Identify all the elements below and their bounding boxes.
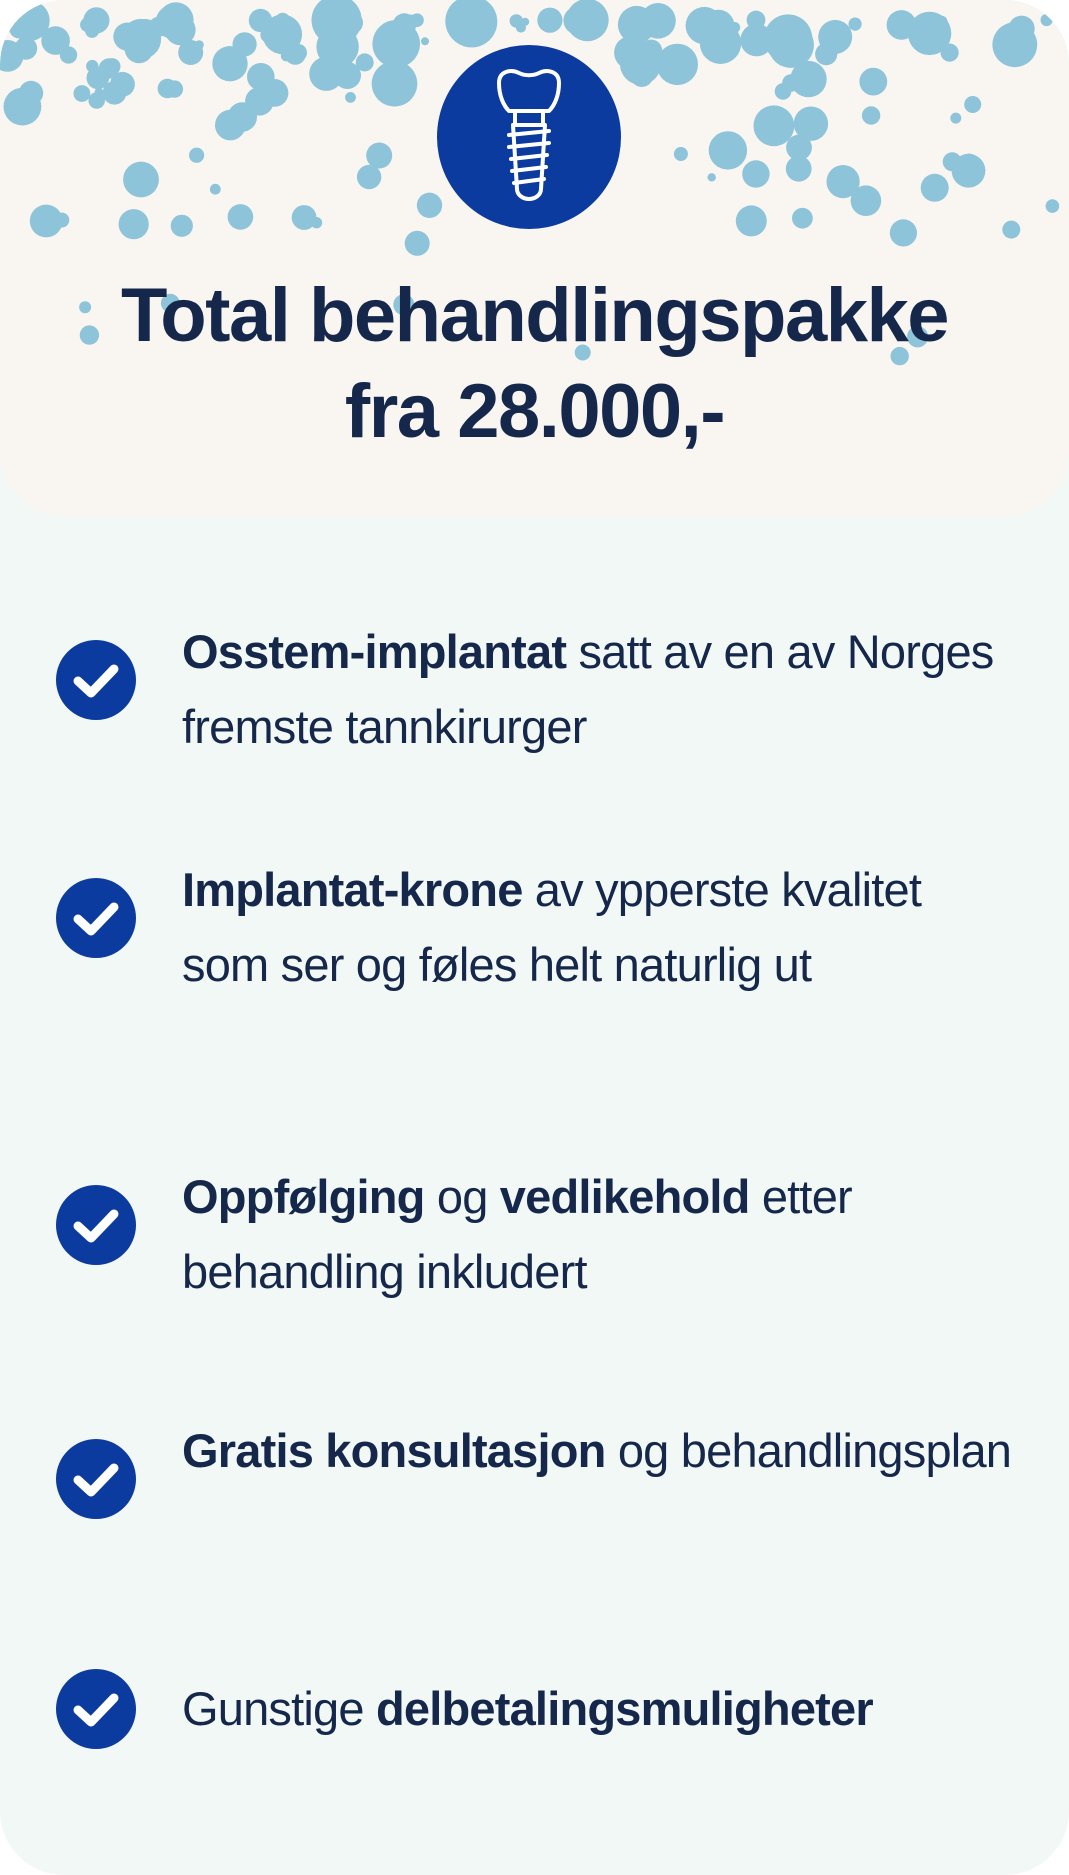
feature-bold: vedlikehold	[499, 1170, 750, 1223]
check-circle-icon	[56, 1669, 136, 1749]
feature-plain: av ypperste kvalitet som ser og føles helt naturlig ut	[182, 863, 922, 991]
feature-text	[182, 1671, 1012, 1746]
feature-plain: Gunstige	[182, 1682, 376, 1735]
feature-plain: og	[424, 1170, 500, 1223]
feature-bold: Implantat-krone	[182, 863, 523, 916]
feature-plain: og behandlingsplan	[605, 1424, 1012, 1477]
feature-text	[182, 614, 1012, 764]
feature-bold: Gratis konsultasjon	[182, 1424, 606, 1477]
check-circle-icon	[56, 1439, 136, 1519]
feature-plain: satt av en av Norges fremste tannkirurger	[182, 625, 994, 753]
feature-text	[182, 852, 1012, 1002]
feature-text	[182, 1159, 1012, 1309]
check-circle-icon	[56, 1185, 136, 1265]
check-circle-icon	[56, 640, 136, 720]
feature-bold: delbetalingsmuligheter	[375, 1682, 873, 1735]
feature-plain: etter behandling inkludert	[182, 1170, 852, 1298]
feature-text	[182, 1413, 1012, 1488]
title-line-1: Total behandlingspakke	[120, 273, 949, 358]
check-circle-icon	[56, 878, 136, 958]
title-line-2: fra 28.000,-	[344, 369, 725, 454]
feature-bold: Oppfølging	[182, 1170, 425, 1223]
feature-bold: Osstem-implantat	[182, 625, 567, 678]
